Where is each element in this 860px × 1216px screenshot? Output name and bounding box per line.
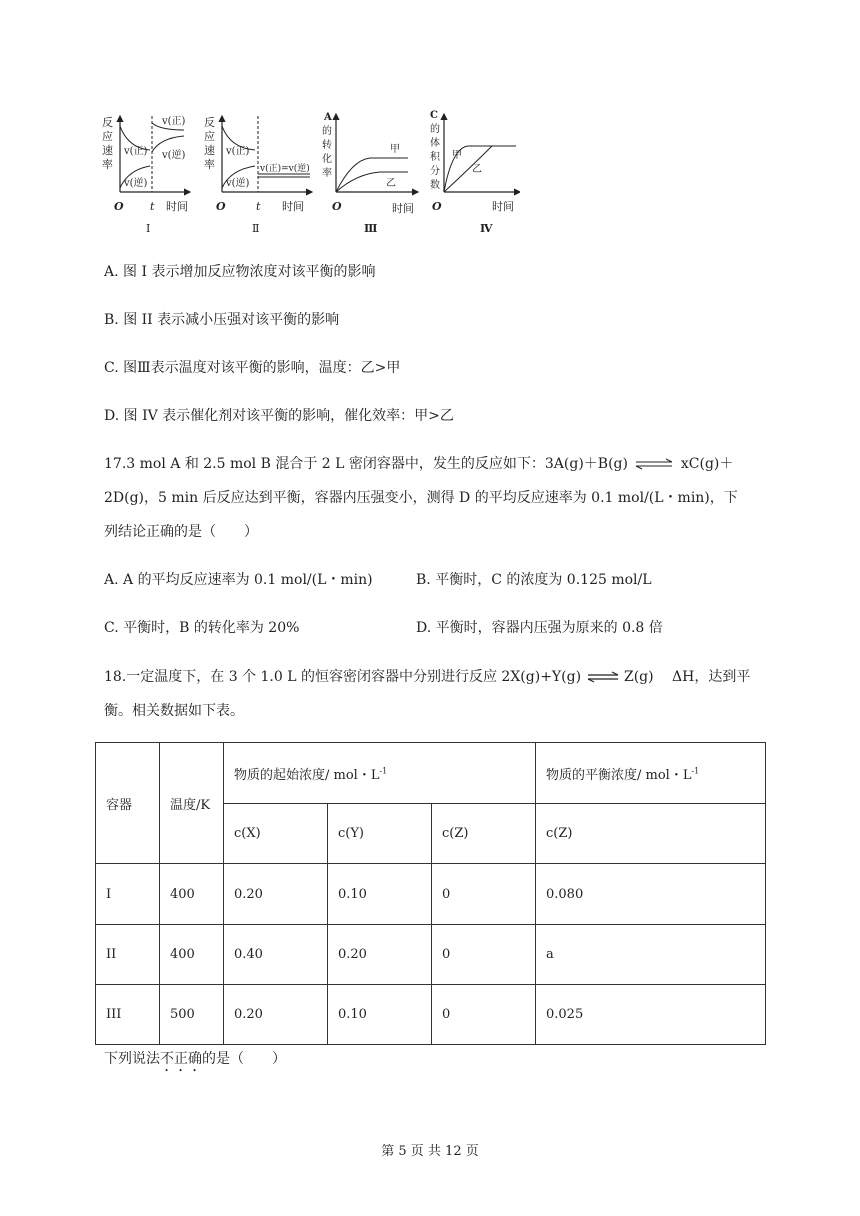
graph-II-xlabel: 时间 (282, 200, 304, 213)
cell: 0.10 (328, 864, 432, 925)
cell: I (96, 864, 160, 925)
graph-III-ylabel-2: 的 (322, 126, 332, 137)
q18-stem-line-2: 衡。相关数据如下表。 (104, 703, 244, 719)
q17-stem-line-2: 2D(g)，5 min 后反应达到平衡，容器内压强变小，测得 D 的平均反应速率为 0.1 mol/(L・min)，下 (104, 490, 738, 506)
graph-IV-curve-b: 乙 (472, 164, 482, 175)
q17-stem-text-b: xC(g)＋ (680, 456, 734, 472)
cell: 0.40 (224, 925, 328, 985)
cell: 0.10 (328, 985, 432, 1045)
graph-III-origin: O (332, 200, 342, 213)
header-temperature: 温度/K (160, 743, 224, 864)
graph-I-xlabel: 时间 (166, 200, 188, 213)
graph-IV-xlabel: 时间 (492, 200, 514, 213)
q16-option-a: A. 图 I 表示增加反应物浓度对该平衡的影响 (104, 264, 376, 280)
graph-IV-curve-a: 甲 (452, 150, 462, 161)
graph-III-ylabel-5: 率 (322, 168, 332, 179)
rate-graphs-figure (100, 108, 520, 238)
graph-IV-origin: O (432, 200, 442, 213)
subheader-cx: c(X) (224, 804, 328, 864)
graph-IV-ylabel-5: 分 (430, 166, 440, 177)
graph-IV-ylabel-2: 的 (430, 124, 440, 135)
graph-I-v-reverse-2: v(逆) (162, 150, 186, 161)
q17-option-c: C. 平衡时，B 的转化率为 20% (104, 620, 300, 636)
graph-I-v-reverse: v(逆) (124, 178, 148, 189)
cell: 400 (160, 925, 224, 985)
subheader-cz: c(Z) (432, 804, 536, 864)
cell: 0.080 (536, 864, 766, 925)
graph-I-ylabel-3: 速 (102, 144, 113, 157)
graph-III-ylabel-1: A (324, 112, 332, 123)
q18-emphasis-not-correct: 不正确 (160, 1051, 202, 1067)
graph-I-ylabel-2: 应 (102, 130, 113, 143)
graph-I-v-forward-2: v(正) (162, 116, 186, 127)
q17-stem-text-a: 17.3 mol A 和 2.5 mol B 混合于 2 L 密闭容器中，发生的反应如下：3A(g)＋B(g) (104, 456, 628, 472)
cell: 400 (160, 864, 224, 925)
graph-II-ylabel-3: 速 (204, 144, 215, 157)
graph-II-v-forward: v(正) (226, 146, 250, 157)
graph-IV-ylabel-3: 体 (430, 138, 440, 149)
graph-III-curve-b: 乙 (386, 178, 396, 189)
graph-II-v-reverse: v(逆) (226, 178, 250, 189)
graph-II-ylabel-4: 率 (204, 158, 215, 171)
q18-question-line (104, 1050, 286, 1075)
cell: 0.20 (224, 985, 328, 1045)
equilibrium-arrow-icon (586, 671, 620, 683)
cell: 0.20 (328, 925, 432, 985)
graph-I-ylabel-4: 率 (102, 158, 113, 171)
graph-II-caption: Ⅱ (252, 222, 260, 235)
cell: II (96, 925, 160, 985)
subheader-cz-equil: c(Z) (536, 804, 766, 864)
graph-III-xlabel: 时间 (392, 202, 414, 215)
graph-III-ylabel-3: 转 (322, 140, 332, 151)
table-row (96, 864, 766, 925)
header-initial-concentration: 物质的起始浓度/ mol・$L^{-1}$ (224, 743, 536, 804)
graph-I-origin: O (114, 200, 124, 213)
equilibrium-arrow-icon (632, 458, 676, 470)
graph-III (322, 112, 418, 235)
page-footer: 第 5 页 共 12 页 (381, 1144, 479, 1159)
graph-I-v-forward: v(正) (124, 146, 148, 157)
graph-IV-caption: Ⅳ (480, 222, 493, 235)
graph-I-caption: Ⅰ (146, 222, 151, 235)
header-container: 容器 (96, 743, 160, 864)
header-equilibrium-concentration: 物质的平衡浓度/ mol・$L^{-1}$ (536, 743, 766, 804)
cell: a (536, 925, 766, 985)
q18-question-text-a: 下列说法 (104, 1051, 160, 1067)
cell: 0.20 (224, 864, 328, 925)
graph-I-t: t (150, 200, 155, 213)
graph-II-ylabel-1: 反 (204, 116, 215, 129)
graph-I-ylabel-1: 反 (102, 116, 113, 129)
q17-option-d: D. 平衡时，容器内压强为原来的 0.8 倍 (416, 620, 663, 636)
cell: III (96, 985, 160, 1045)
q16-option-b: B. 图 II 表示减小压强对该平衡的影响 (104, 312, 340, 328)
table-row (96, 985, 766, 1045)
graph-II-t: t (256, 200, 261, 213)
graph-IV-ylabel-6: 数 (430, 180, 440, 191)
q18-question-text-c: 的是（ ） (202, 1051, 286, 1067)
graph-II-ylabel-2: 应 (204, 130, 215, 143)
q18-stem-text-a: 18.一定温度下，在 3 个 1.0 L 的恒容密闭容器中分别进行反应 2X(g)+Y(g) (104, 669, 582, 685)
graph-IV-ylabel-1: C (430, 110, 438, 121)
q17-option-a: A. A 的平均反应速率为 0.1 mol/(L・min) (104, 572, 373, 588)
q16-option-c: C. 图Ⅲ表示温度对该平衡的影响，温度：乙>甲 (104, 360, 401, 376)
graph-I (102, 115, 190, 235)
graph-III-curve-a: 甲 (390, 144, 400, 155)
graph-IV-ylabel-4: 积 (430, 152, 440, 163)
cell: 0 (432, 925, 536, 985)
graph-II-origin: O (216, 200, 226, 213)
q16-option-d: D. 图 IV 表示催化剂对该平衡的影响，催化效率：甲>乙 (104, 408, 454, 424)
q17-option-b: B. 平衡时，C 的浓度为 0.125 mol/L (416, 572, 652, 588)
equilibrium-data-table (95, 742, 766, 1045)
q18-stem-line-1 (104, 668, 750, 686)
q17-stem-line-3: 列结论正确的是（ ） (104, 524, 258, 540)
cell: 0 (432, 985, 536, 1045)
cell: 0.025 (536, 985, 766, 1045)
cell: 0 (432, 864, 536, 925)
q17-stem-line-1 (104, 455, 733, 473)
table-row (96, 925, 766, 985)
subheader-cy: c(Y) (328, 804, 432, 864)
graph-III-caption: Ⅲ (364, 222, 378, 235)
graph-IV (430, 110, 520, 235)
cell: 500 (160, 985, 224, 1045)
graph-II (204, 116, 312, 235)
graph-III-ylabel-4: 化 (322, 154, 332, 165)
graph-II-v-equal: v(正)=v(逆) (260, 164, 310, 174)
q18-stem-text-b: Z(g) ΔH，达到平 (623, 669, 751, 685)
